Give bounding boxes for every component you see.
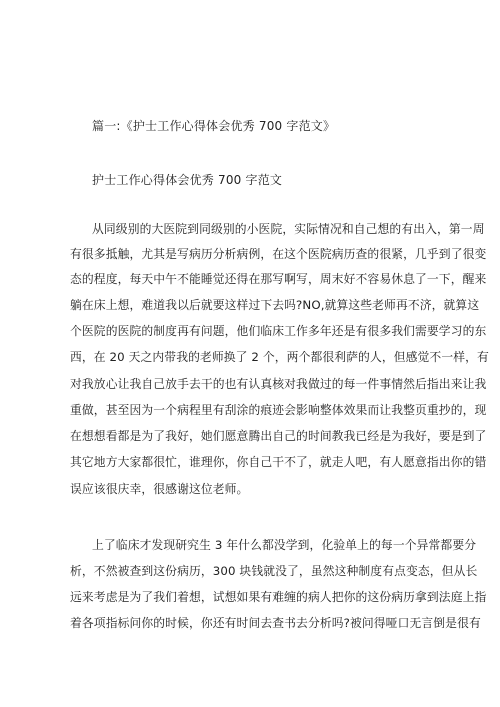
paragraph-1-line: 西，在 20 天之内带我的老师换了 2 个，两个都很利萨的人，但感觉不一样，有	[70, 350, 489, 364]
paragraph-1-line: 在想想看都是为了我好，她们愿意腾出自己的时间教我已经是为我好，要是到了	[70, 429, 487, 443]
paragraph-1-line: 对我放心让我自己放手去干的也有认真核对我做过的每一件事情然后指出来让我	[70, 377, 487, 391]
document-subheading: 护士工作心得体会优秀 700 字范文	[92, 173, 283, 187]
paragraph-2-line: 析，不然被查到这份病历，300 块钱就没了，虽然这种制度有点变态，但从长	[70, 564, 478, 578]
paragraph-1-line: 重做，甚至因为一个病程里有刮涂的痕迹会影响整体效果而让我整页重抄的，现	[70, 403, 487, 417]
paragraph-1-line: 其它地方大家都很忙，谁理你，你自己干不了，就走人吧，有人愿意指出你的错	[70, 455, 487, 469]
document-heading: 篇一:《护士工作心得体会优秀 700 字范文》	[92, 119, 336, 133]
paragraph-1-line: 误应该很庆幸，很感谢这位老师。	[70, 482, 249, 496]
paragraph-1-line: 躺在床上想，难道我以后就要这样过下去吗?NO,就算这些老师再不济，就算这	[70, 298, 480, 312]
paragraph-1-line: 从同级别的大医院到同级别的小医院，实际情况和自己想的有出入，第一周	[92, 222, 485, 236]
paragraph-1-line: 个医院的医院的制度再有问题，他们临床工作多年还是有很多我们需要学习的东	[70, 324, 487, 338]
paragraph-2-line: 上了临床才发现研究生 3 年什么都没学到，化验单上的每一个异常都要分	[92, 538, 477, 552]
paragraph-2-line: 远来考虑是为了我们着想，试想如果有难缠的病人把你的这份病历拿到法庭上指	[70, 590, 487, 604]
paragraph-1-line: 有很多抵触，尤其是写病历分析病例，在这个医院病历查的很紧，几乎到了很变	[70, 247, 487, 261]
paragraph-2-line: 着各项指标问你的时候，你还有时间去查书去分析吗?被问得哑口无言倒是很有	[70, 616, 481, 630]
paragraph-1-line: 态的程度，每天中午不能睡觉还得在那写啊写，周末好不容易休息了一下，醒来	[70, 272, 487, 286]
